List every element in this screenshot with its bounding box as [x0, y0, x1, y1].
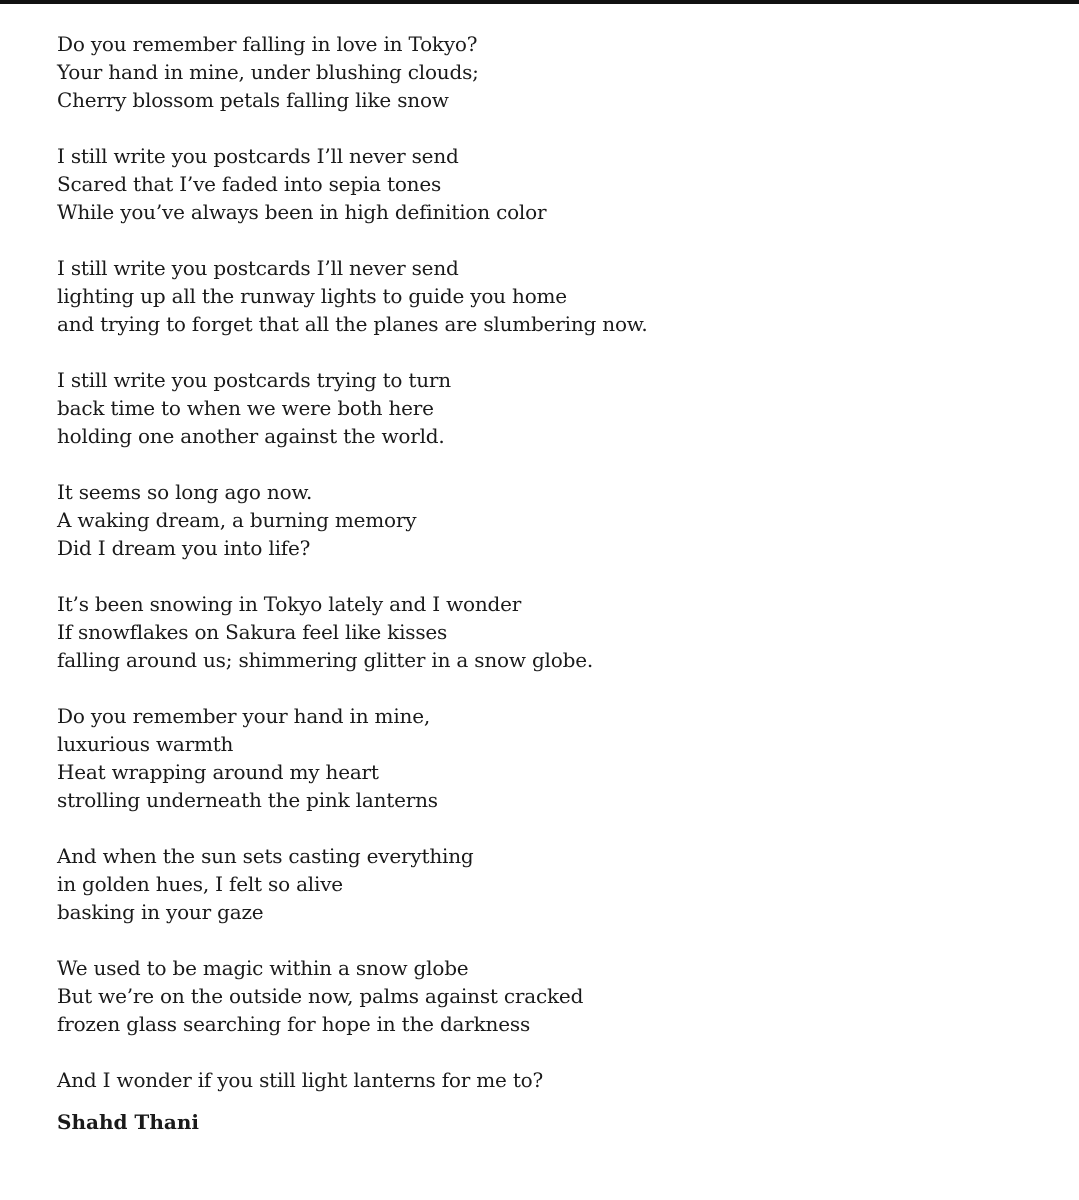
stanza-5 [57, 478, 1037, 562]
poem-line: Do you remember falling in love in Tokyo? [57, 32, 478, 56]
stanza-4 [57, 366, 1037, 450]
poem-line: I still write you postcards trying to turn [57, 368, 451, 392]
poem-line: It seems so long ago now. [57, 480, 313, 504]
poem-line: While you’ve always been in high definition color [57, 200, 547, 224]
poem-line: strolling underneath the pink lanterns [57, 788, 438, 812]
poem-line: Did I dream you into life? [57, 536, 311, 560]
poem-line: And when the sun sets casting everything [57, 844, 474, 868]
poem-line: And I wonder if you still light lanterns for me to? [57, 1068, 544, 1092]
poem-line: But we’re on the outside now, palms against cracked [57, 984, 584, 1008]
poem-line: It’s been snowing in Tokyo lately and I wonder [57, 592, 522, 616]
poem-line: lighting up all the runway lights to guide you home [57, 284, 567, 308]
stanza-1 [57, 30, 1037, 114]
poem-line: Heat wrapping around my heart [57, 760, 379, 784]
poem-line: back time to when we were both here [57, 396, 434, 420]
poem-line: I still write you postcards I’ll never send [57, 256, 459, 280]
poem-line: We used to be magic within a snow globe [57, 956, 469, 980]
stanza-3 [57, 254, 1037, 338]
poem-line: holding one another against the world. [57, 424, 445, 448]
poem-line: Cherry blossom petals falling like snow [57, 88, 449, 112]
poem-line: A waking dream, a burning memory [57, 508, 417, 532]
poem-line: in golden hues, I felt so alive [57, 872, 343, 896]
poem-line: falling around us; shimmering glitter in a snow globe. [57, 648, 593, 672]
stanza-10 [57, 1066, 1037, 1094]
poem-line: luxurious warmth [57, 732, 234, 756]
stanza-6 [57, 590, 1037, 674]
stanza-7 [57, 702, 1037, 814]
poem-line: I still write you postcards I’ll never send [57, 144, 459, 168]
poem-line: If snowflakes on Sakura feel like kisses [57, 620, 448, 644]
poem-line: Your hand in mine, under blushing clouds; [57, 60, 479, 84]
poem-line: Do you remember your hand in mine, [57, 704, 430, 728]
poem-line: Scared that I’ve faded into sepia tones [57, 172, 442, 196]
stanza-8 [57, 842, 1037, 926]
stanza-2 [57, 142, 1037, 226]
top-border [0, 0, 1079, 4]
poem-line: and trying to forget that all the planes are slumbering now. [57, 312, 648, 336]
author-signature: Shahd Thani [57, 1110, 199, 1134]
stanza-9 [57, 954, 1037, 1038]
poem-line: frozen glass searching for hope in the darkness [57, 1012, 531, 1036]
poem [57, 30, 1037, 1136]
poem-line: basking in your gaze [57, 900, 264, 924]
